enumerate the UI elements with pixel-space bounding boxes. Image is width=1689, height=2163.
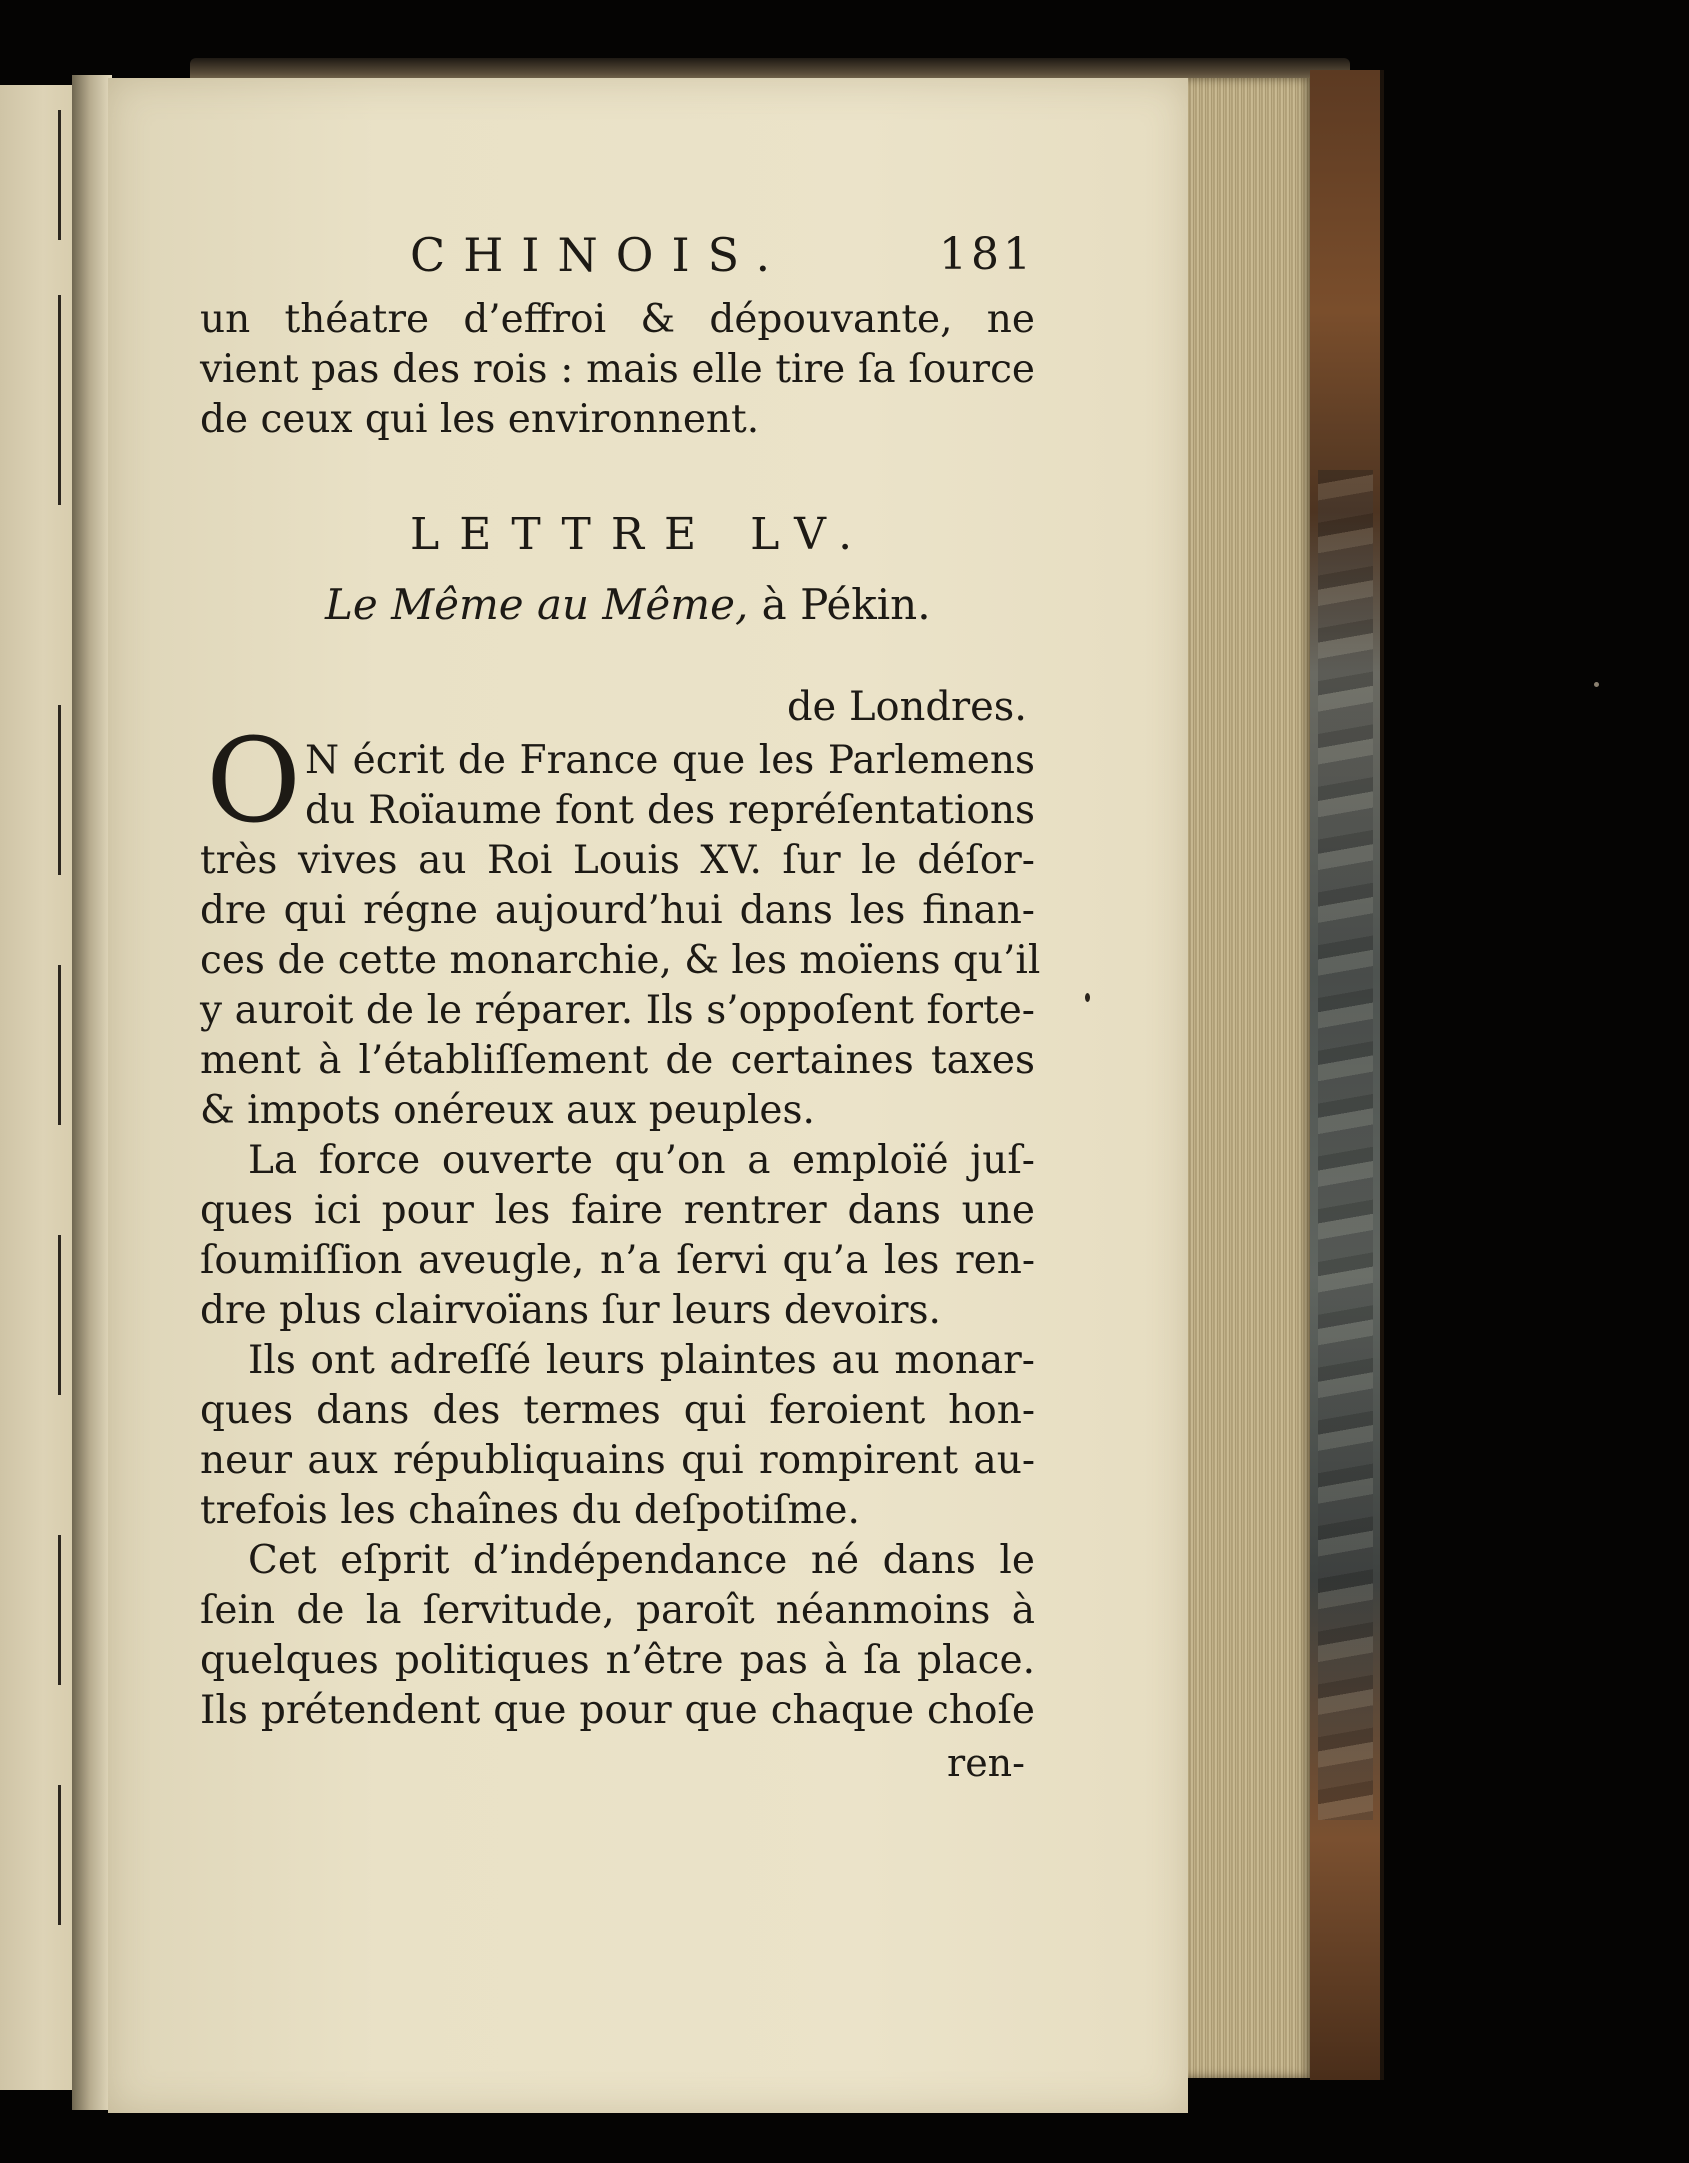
facing-page-rule bbox=[58, 1535, 61, 1685]
text-line: ques ici pour les faire rentrer dans une bbox=[200, 1188, 1035, 1233]
text-line: vient pas des rois : mais elle tire ſa ſource bbox=[200, 347, 1035, 392]
text-line: quelques politiques n’être pas à ſa place. bbox=[200, 1638, 1035, 1683]
text-line: La force ouverte qu’on a emploïé juſ- bbox=[248, 1138, 1035, 1183]
text-line: un théatre d’effroi & dépouvante, ne bbox=[200, 297, 1035, 342]
facing-page-rule bbox=[58, 1785, 61, 1925]
text-line: du Roïaume font des repréſentations bbox=[305, 788, 1035, 833]
facing-page-edge bbox=[0, 85, 75, 2090]
page-text bbox=[200, 225, 1041, 1788]
dust-speck bbox=[1594, 682, 1599, 687]
facing-page-rule bbox=[58, 110, 61, 240]
page-edges bbox=[1188, 78, 1313, 2078]
text-line: neur aux républiquains qui rompirent au- bbox=[200, 1438, 1035, 1483]
text-line: ment à l’établiſſement de certaines taxes bbox=[200, 1038, 1035, 1083]
text-line: Ils prétendent que pour que chaque choſe bbox=[200, 1688, 1035, 1733]
paragraph-4 bbox=[200, 1536, 1035, 1736]
cover-marbling bbox=[1318, 470, 1373, 1820]
paragraph-3 bbox=[200, 1336, 1035, 1536]
text-line: dre qui régne aujourd’hui dans les finan- bbox=[200, 888, 1035, 933]
text-line: ces de cette monarchie, & les moïens qu’il bbox=[200, 938, 1041, 983]
facing-page-rule bbox=[58, 1235, 61, 1395]
letter-title: LETTRE LV. bbox=[410, 509, 873, 560]
opening-lines bbox=[200, 295, 1035, 445]
book-gutter bbox=[72, 75, 112, 2110]
paragraph-1 bbox=[200, 714, 1041, 1136]
ink-speck bbox=[1085, 993, 1090, 1002]
catchword: ren- bbox=[947, 1741, 1025, 1785]
text-line: trefois les chaînes du deſpotiſme. bbox=[200, 1488, 860, 1533]
text-line: de ceux qui les environnent. bbox=[200, 397, 760, 442]
letter-place: de Londres. bbox=[786, 684, 1027, 730]
text-line: dre plus clairvoïans ſur leurs devoirs. bbox=[200, 1288, 941, 1333]
running-head bbox=[200, 225, 1035, 295]
subtitle-italic: Le Même au Même, bbox=[325, 580, 749, 629]
running-head-title: CHINOIS. bbox=[410, 228, 789, 282]
text-line: Cet eſprit d’indépendance né dans le bbox=[248, 1538, 1035, 1583]
paragraph-2 bbox=[200, 1136, 1035, 1336]
letter-subtitle bbox=[200, 570, 1035, 640]
text-line: ſoumiſſion aveugle, n’a ſervi qu’a les ren- bbox=[200, 1238, 1035, 1283]
facing-page-rule bbox=[58, 705, 61, 875]
text-line: Ils ont adreſſé leurs plaintes au monar- bbox=[248, 1338, 1035, 1383]
drop-cap: O bbox=[206, 714, 302, 849]
facing-page-rule bbox=[58, 965, 61, 1125]
text-line: & impots onéreux aux peuples. bbox=[200, 1088, 815, 1133]
facing-page-rule bbox=[58, 295, 61, 505]
subtitle-place: à Pékin. bbox=[748, 580, 931, 629]
text-line: ſein de la ſervitude, paroît néanmoins à bbox=[200, 1588, 1035, 1633]
text-line: ques dans des termes qui feroient hon- bbox=[200, 1388, 1035, 1433]
text-line: y auroit de le réparer. Ils s’oppoſent forte- bbox=[200, 988, 1035, 1033]
text-line: très vives au Roi Louis XV. ſur le déſor- bbox=[200, 838, 1035, 883]
text-line: N écrit de France que les Parlemens bbox=[305, 738, 1035, 783]
page-number: 181 bbox=[939, 229, 1035, 280]
